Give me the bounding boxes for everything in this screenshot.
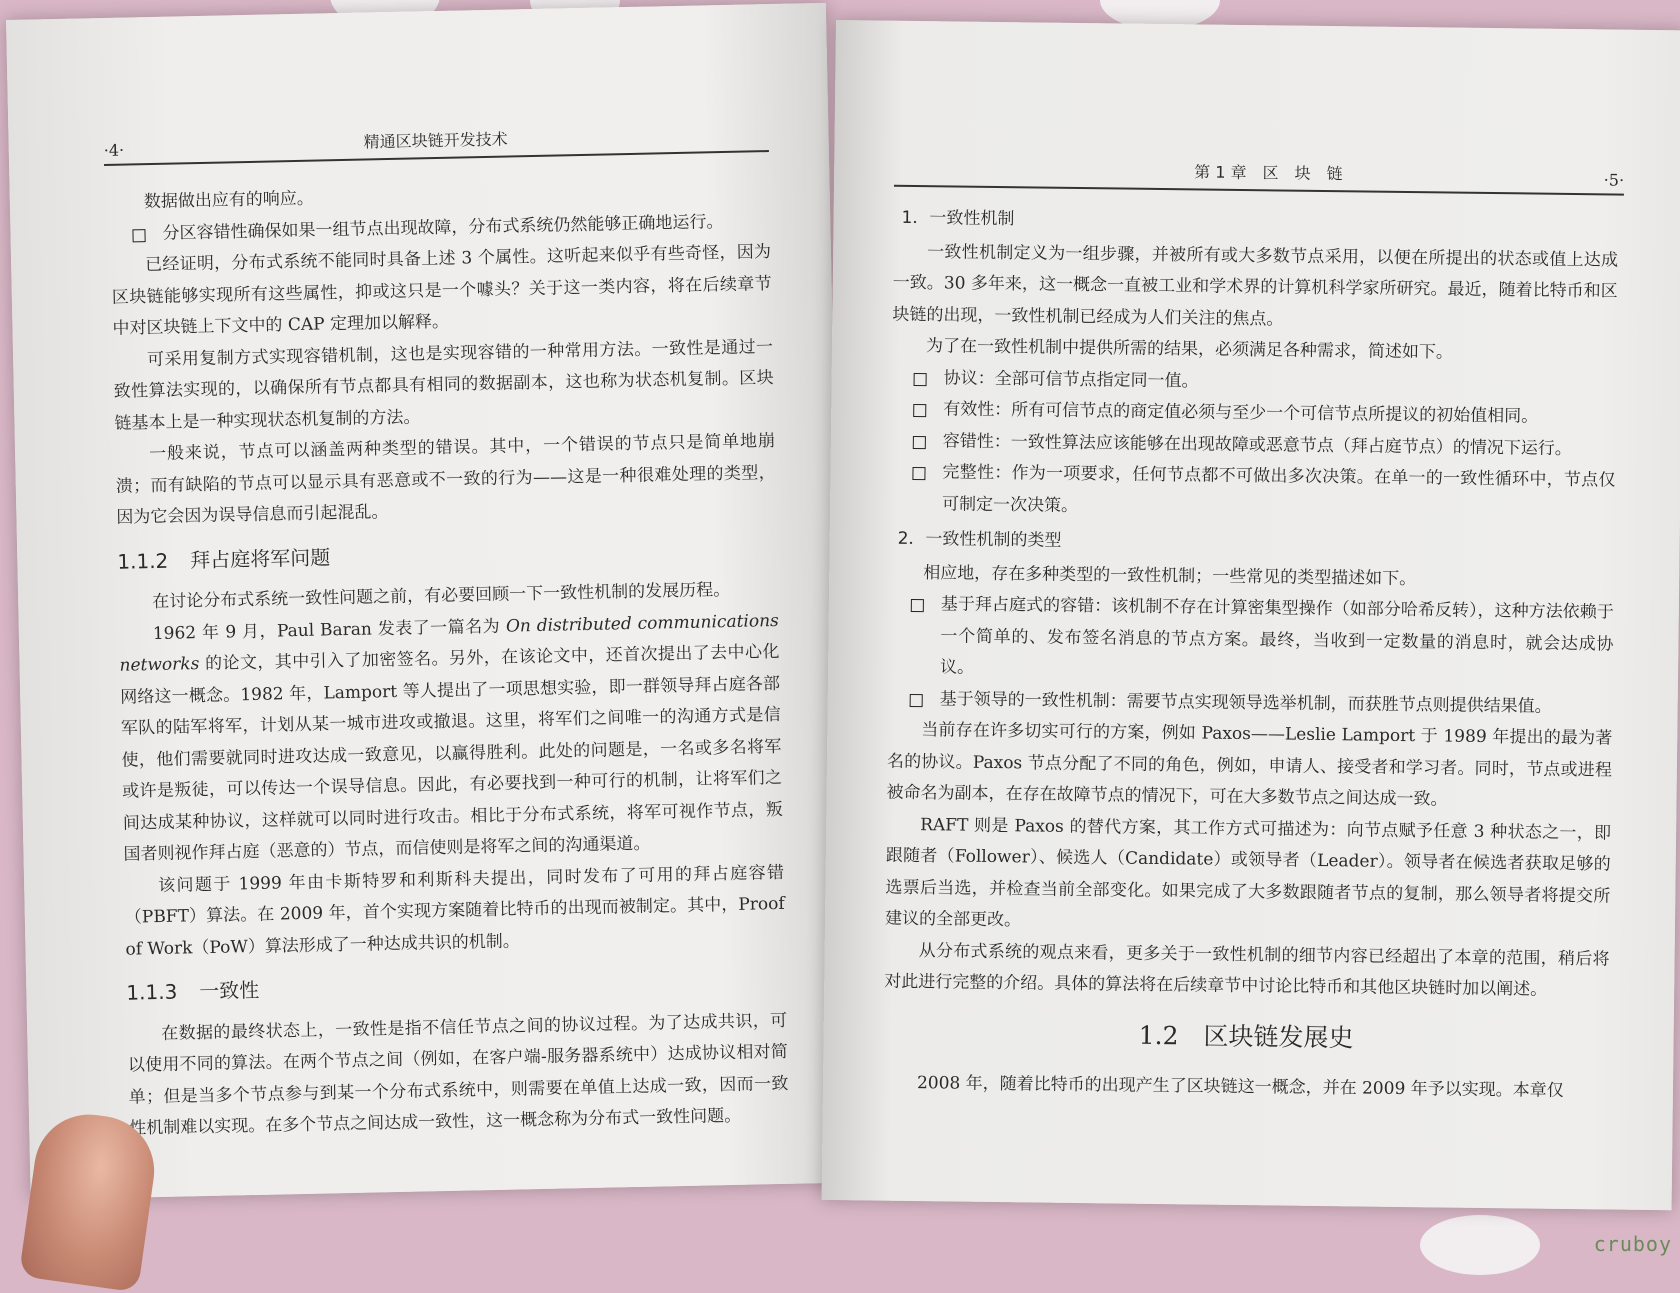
page-number: ·4· bbox=[103, 140, 125, 160]
checkbox-bullet-icon bbox=[911, 599, 924, 612]
checkbox-bullet-icon bbox=[914, 372, 927, 385]
left-page-header bbox=[103, 114, 769, 162]
paragraph: 已经证明，分布式系统不能同时具备上述 3 个属性。这听起来似乎有些奇怪，因为区块链能够实现所有这些属性，抑或这只是一个噱头？关于这一类内容，将在后续章节中对区块链上下文中的 CAP 定理加以解释。 bbox=[111, 242, 772, 339]
bullet-item: 协议：全部可信节点指定同一值。 bbox=[891, 362, 1616, 402]
bullet-item: 基于拜占庭式的容错：该机制不存在计算密集型操作（如部分哈希反转），这种方法依赖于一个简单的、发布签名消息的节点方案。最终，当收到一定数量的消息时，就会达成协议。 bbox=[888, 589, 1614, 692]
bullet-item: 容错性：一致性算法应该能够在出现故障或恶意节点（拜占庭节点）的情况下运行。 bbox=[891, 425, 1616, 465]
bullet-item: 基于领导的一致性机制：需要节点实现领导选举机制，而获胜节点则提供结果值。 bbox=[888, 683, 1613, 723]
checkbox-bullet-icon bbox=[913, 435, 926, 448]
subheading: 1．一致性机制 bbox=[901, 207, 1015, 230]
paragraph: 可采用复制方式实现容错机制，这也是实现容错的一种常用方法。一致性是通过一致性算法实现的，以确保所有节点都具有相同的数据副本，这也称为状态机复制。区块链基本上是一种实现状态机复制的方法。 bbox=[113, 336, 774, 434]
bullet-item: 有效性：所有可信节点的商定值必须与至少一个可信节点所提议的初始值相同。 bbox=[891, 394, 1616, 434]
paragraph: 一般来说，节点可以涵盖两种类型的错误。其中，一个错误的节点只是简单地崩溃；而有缺陷的节点可以显示具有恶意或不一致的行为——这是一种很难处理的类型，因为它会因为误导信息而引起混乱。 bbox=[115, 430, 776, 528]
running-title: 第 1 章 区 块 链 bbox=[1194, 162, 1343, 184]
paragraph: 2008 年，随着比特币的出现产生了区块链这一概念，并在 2009 年予以实现。本章仅 bbox=[916, 1073, 1564, 1101]
paragraph: 在讨论分布式系统一致性问题之前，有必要回顾一下一致性机制的发展历程。 bbox=[152, 579, 731, 613]
subheading: 2．一致性机制的类型 bbox=[897, 528, 1062, 551]
bullet-item: 分区容错性确保如果一组节点出现故障，分布式系统仍然能够正确地运行。 bbox=[110, 206, 771, 251]
page-number: ·5· bbox=[1603, 170, 1625, 190]
right-page-body bbox=[883, 199, 1619, 1108]
paragraph: 从分布式系统的观点来看，更多关于一致性机制的细节内容已经超出了本章的范围，稍后将对此进行完整的介绍。具体的算法将在后续章节中讨论比特币和其他区块链时加以阐述。 bbox=[884, 940, 1610, 1000]
header-rule bbox=[104, 150, 769, 166]
checkbox-bullet-icon bbox=[913, 404, 926, 417]
paper-title: On distributed communications networks bbox=[119, 610, 779, 676]
paragraph: 为了在一致性机制中提供所需的结果，必须满足各种需求，简述如下。 bbox=[925, 336, 1454, 363]
paragraph: 当前存在许多切实可行的方案，例如 Paxos——Leslie Lamport 于 1989 年提出的最为著名的协议。Paxos 节点分配了不同的角色，例如，申请人、接受者和学习者。同时，节点或进程被命名为副本，在存在故障节点的情况下，可在大多数节点之间达成一致。 bbox=[886, 720, 1613, 810]
section-heading: 1.1.3 一致性 bbox=[126, 977, 260, 1005]
checkbox-bullet-icon bbox=[910, 693, 923, 706]
watermark: cruboy bbox=[1593, 1232, 1672, 1256]
paragraph: 一致性机制定义为一组步骤，并被所有或大多数节点采用，以便在所提出的状态或值上达成一致。30 多年来，这一概念一直被工业和学术界的计算机科学家所研究。最近，随着比特币和区块链的出现，一致性机制已经成为人们关注的焦点。 bbox=[892, 241, 1619, 329]
paragraph: 该问题于 1999 年由卡斯特罗和利斯科夫提出，同时发布了可用的拜占庭容错（PBFT）算法。在 2009 年，首个实现方案随着比特币的出现而被制定。其中，Proof of Work（PoW）算法形成了一种达成共识的机制。 bbox=[124, 862, 785, 960]
left-page-body bbox=[110, 174, 790, 1145]
running-title: 精通区块链开发技术 bbox=[363, 129, 508, 152]
section-heading: 1.1.2 拜占庭将军问题 bbox=[117, 544, 331, 574]
checkbox-bullet-icon bbox=[912, 467, 925, 480]
paragraph: 在数据的最终状态上，一致性是指不信任节点之间的协议过程。为了达成共识，可以使用不同的算法。在两个节点之间（例如，在客户端-服务器系统中）达成协议相对简单；但是当多个节点参与到某一个分布式系统中，则需要在单值上达成一致，因而一致性机制难以实现。在多个节点之间达成一致性，这一概念称为分布式一致性问题。 bbox=[127, 1010, 789, 1139]
paragraph: 数据做出应有的响应。 bbox=[143, 188, 315, 213]
left-page bbox=[6, 3, 851, 1200]
paragraph: RAFT 则是 Paxos 的替代方案，其工作方式可描述为：向节点赋予任意 3 种状态之一，即跟随者（Follower）、候选人（Candidate）或领导者（Leader）。领导者在候选者获取足够的选票后当选，并检查当前全部变化。如果完成了大多数跟随者节点的复制，那么领导者将提交所建议的全部更改。 bbox=[884, 814, 1612, 931]
paragraph: 相应地，存在多种类型的一致性机制；一些常见的类型描述如下。 bbox=[923, 562, 1417, 589]
right-page-header bbox=[894, 149, 1624, 192]
section-heading: 1.2 区块链发展史 bbox=[1138, 1020, 1354, 1052]
bullet-item: 完整性：作为一项要求，任何节点都不可做出多次决策。在单一的一致性循环中，节点仅可制定一次决策。 bbox=[890, 457, 1616, 529]
right-page bbox=[822, 20, 1680, 1210]
header-rule bbox=[894, 185, 1624, 196]
checkbox-bullet-icon bbox=[132, 229, 145, 242]
paragraph: 1962 年 9 月，Paul Baran 发表了一篇名为 On distributed communications networks 的论文，其中引入了加密签名。另外，在该论文中，还首次提出了去中心化网络这一概念。1982 年，Lamport 等人提出了一项思想实验，即一群领导拜占庭各部军队的陆军将军，计划从某一城市进攻或撤退。这里，将军们之间唯一的沟通方式是信使，他们需要就同时进攻达成一致意见，以赢得胜利。此处的问题是，一名或多名将军或许是叛徒，可以传达一个误导信息。因此，有必要找到一种可行的机制，让将军们之间达成某种协议，这样就可以同时进行攻击。相比于分布式系统，将军可视作节点，叛国者则视作拜占庭（恶意的）节点，而信使则是将军之间的沟通渠道。 bbox=[119, 610, 783, 865]
